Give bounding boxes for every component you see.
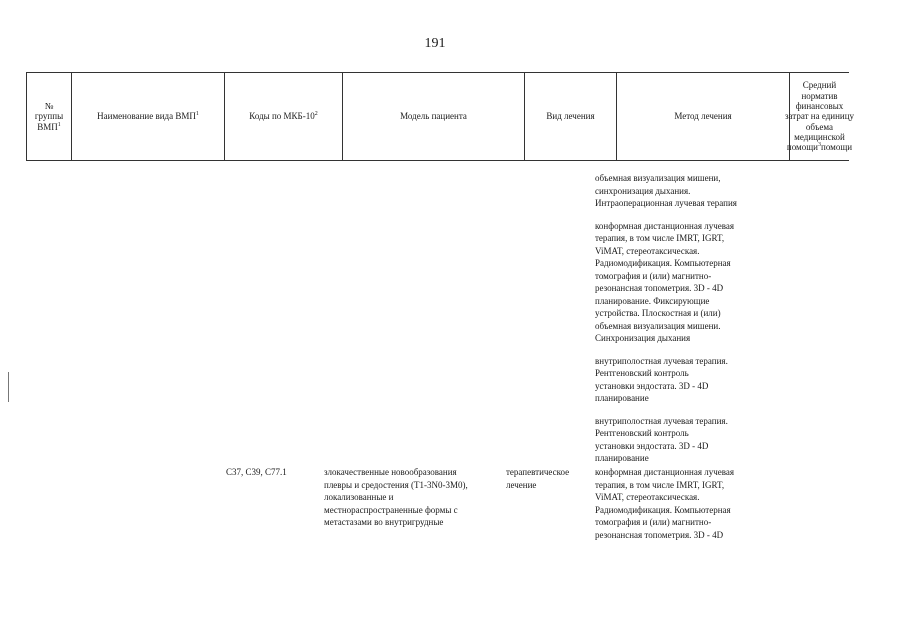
method-block: внутриполостная лучевая терапия. Рентгеновский контроль установки эндостата. 3D - 4D планирование: [595, 355, 728, 403]
row-icd-codes: C37, C39, C77.1: [226, 467, 287, 477]
scan-mark: [8, 372, 9, 402]
header-patient-model: Модель пациента: [342, 73, 524, 160]
row-patient-model: злокачественные новообразования плевры и средостения (T1-3N0-3M0), локализованные и местнораспространенные формы с метастазами во внутригрудные: [324, 467, 468, 527]
method-list-continued: [595, 172, 737, 475]
header-vmp-name: Наименование вида ВМП$^1$: [71, 73, 224, 160]
header-icd-codes: Коды по МКБ-$10^2$: [224, 73, 342, 160]
header-method: Метод лечения: [616, 73, 789, 160]
page-number: 191: [424, 36, 446, 51]
method-block: конформная дистанционная лучевая терапия, в том числе IMRT, IGRT, ViMAT, стереотаксическая. Радиомодификация. Компьютерная томография и (или) магнитно- резонансная топометрия. 3D - 4D планирование. Фиксирующие устройства. Плоскостная и (или) объемная визуализация мишени. Синхронизация дыхания: [595, 220, 734, 343]
method-block: внутриполостная лучевая терапия. Рентгеновский контроль установки эндостата. 3D - 4D планирование: [595, 415, 728, 463]
header-cost-norm: Средний норматив финансовых затрат на единицу объема медицинской помощи$^3$помощи: [789, 73, 849, 160]
header-group-number: № группы ВМП$^1$: [26, 73, 71, 160]
row-treatment-type: терапевтическое лечение: [506, 467, 570, 490]
table-header: [26, 72, 855, 161]
row-method: конформная дистанционная лучевая терапия, в том числе IMRT, IGRT, ViMAT, стереотаксическая. Радиомодификация. Компьютерная томография и (или) магнитно- резонансная топометрия. 3D - 4D: [595, 467, 734, 540]
header-treatment-type: Вид лечения: [524, 73, 616, 160]
method-block: объемная визуализация мишени, синхронизация дыхания. Интраоперационная лучевая терапия: [595, 173, 737, 208]
